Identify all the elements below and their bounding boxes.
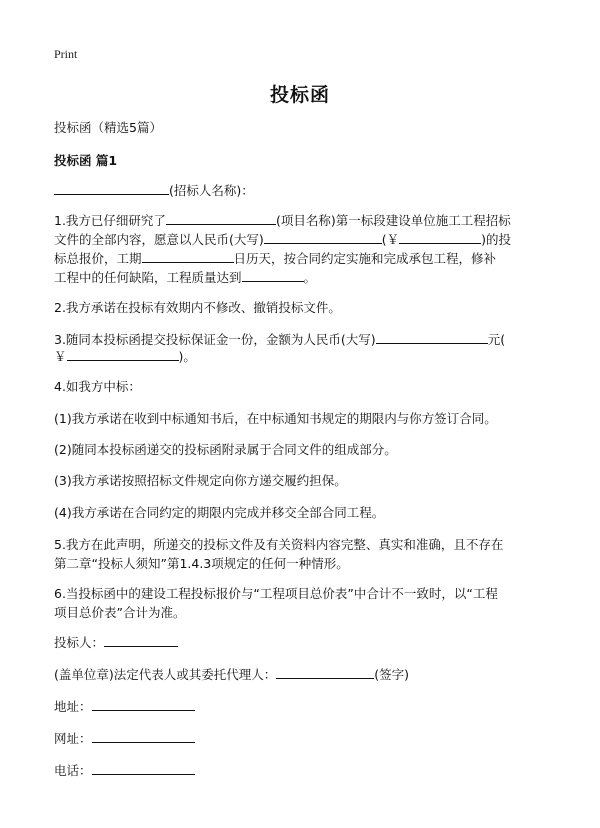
deposit-words-blank xyxy=(376,331,488,344)
project-name-blank xyxy=(166,212,276,225)
paragraph-4-item-3: (3)我方承诺按照招标文件规定向你方递交履约担保。 xyxy=(54,473,347,488)
bidder-label: 投标人： xyxy=(54,635,105,650)
representative-blank xyxy=(276,666,374,679)
bidder-blank xyxy=(104,634,178,647)
website-label: 网址： xyxy=(54,731,92,746)
document-title: 投标函 xyxy=(269,84,330,106)
representative-label: (盖单位章)法定代表人或其委托代理人： xyxy=(54,667,277,682)
p1-text-b: (项目名称)第一标段建设单位施工工程招标 xyxy=(275,213,511,228)
representative-line xyxy=(54,665,548,684)
duration-blank xyxy=(142,250,234,263)
deposit-figure-blank xyxy=(67,348,179,361)
paragraph-4-item-4: (4)我方承诺在合同约定的期限内完成并移交全部合同工程。 xyxy=(54,505,385,520)
paragraph-5-line-1: 5.我方在此声明，所递交的投标文件及有关资料内容完整、真实和准确，且不存在 xyxy=(54,537,504,552)
recipient-line xyxy=(54,181,548,200)
paragraph-6-line-1: 6.当投标函中的建设工程投标报价与“工程项目总价表”中合计不一致时，以“工程 xyxy=(54,586,498,601)
amount-figure-blank xyxy=(399,231,481,244)
p1-text-i: 。 xyxy=(303,270,317,285)
p1-text-h: 工程中的任何缺陷，工程质量达到 xyxy=(54,270,242,285)
p1-text-e: )的投 xyxy=(481,232,512,247)
p1-text-a: 1.我方已仔细研究了 xyxy=(54,213,166,228)
phone-line xyxy=(54,761,548,780)
website-line xyxy=(54,729,548,748)
paragraph-4-item-2: (2)随同本投标函递交的投标函附录属于合同文件的组成部分。 xyxy=(54,442,397,457)
document-subtitle: 投标函（精选5篇） xyxy=(54,120,162,135)
quality-blank xyxy=(242,269,304,282)
address-label: 地址： xyxy=(54,699,92,714)
p3-text-a: 3.随同本投标函提交投标保证金一份，金额为人民币(大写) xyxy=(54,332,376,347)
paragraph-1-line-2 xyxy=(54,230,548,249)
address-line xyxy=(54,697,548,716)
phone-label: 电话： xyxy=(54,763,92,778)
website-blank xyxy=(92,730,195,743)
signature-suffix: (签字) xyxy=(374,667,410,682)
phone-blank xyxy=(92,762,195,775)
amount-words-blank xyxy=(264,231,382,244)
recipient-blank xyxy=(54,182,169,195)
p1-text-d: (￥ xyxy=(381,232,400,247)
paragraph-6-line-2: 项目总价表”合计为准。 xyxy=(54,605,186,620)
paragraph-1-line-4 xyxy=(54,268,548,287)
p3-text-b: 元( xyxy=(487,332,506,347)
paragraph-1-line-3 xyxy=(54,249,548,268)
bidder-line xyxy=(54,633,548,652)
paragraph-2: 2.我方承诺在投标有效期内不修改、撤销投标文件。 xyxy=(54,300,341,315)
paragraph-4: 4.如我方中标： xyxy=(54,379,141,394)
paragraph-1-line-1 xyxy=(54,211,548,230)
recipient-suffix: (招标人名称)： xyxy=(169,183,254,198)
print-label[interactable]: Print xyxy=(54,47,78,61)
paragraph-4-item-1: (1)我方承诺在收到中标通知书后，在中标通知书规定的期限内与你方签订合同。 xyxy=(54,411,497,426)
paragraph-5-line-2: 第二章“投标人须知”第1.4.3项规定的任何一种情形。 xyxy=(54,556,349,571)
p1-text-f: 标总报价，工期 xyxy=(54,251,142,266)
p3-text-c: ￥ xyxy=(54,349,67,364)
section-heading: 投标函 篇1 xyxy=(54,153,118,168)
p1-text-c: 文件的全部内容，愿意以人民币(大写) xyxy=(54,232,264,247)
p1-text-g: 日历天，按合同约定实施和完成承包工程，修补 xyxy=(233,251,497,266)
address-blank xyxy=(92,698,195,711)
paragraph-3-line-2 xyxy=(54,347,548,366)
p3-text-d: )。 xyxy=(178,349,196,364)
